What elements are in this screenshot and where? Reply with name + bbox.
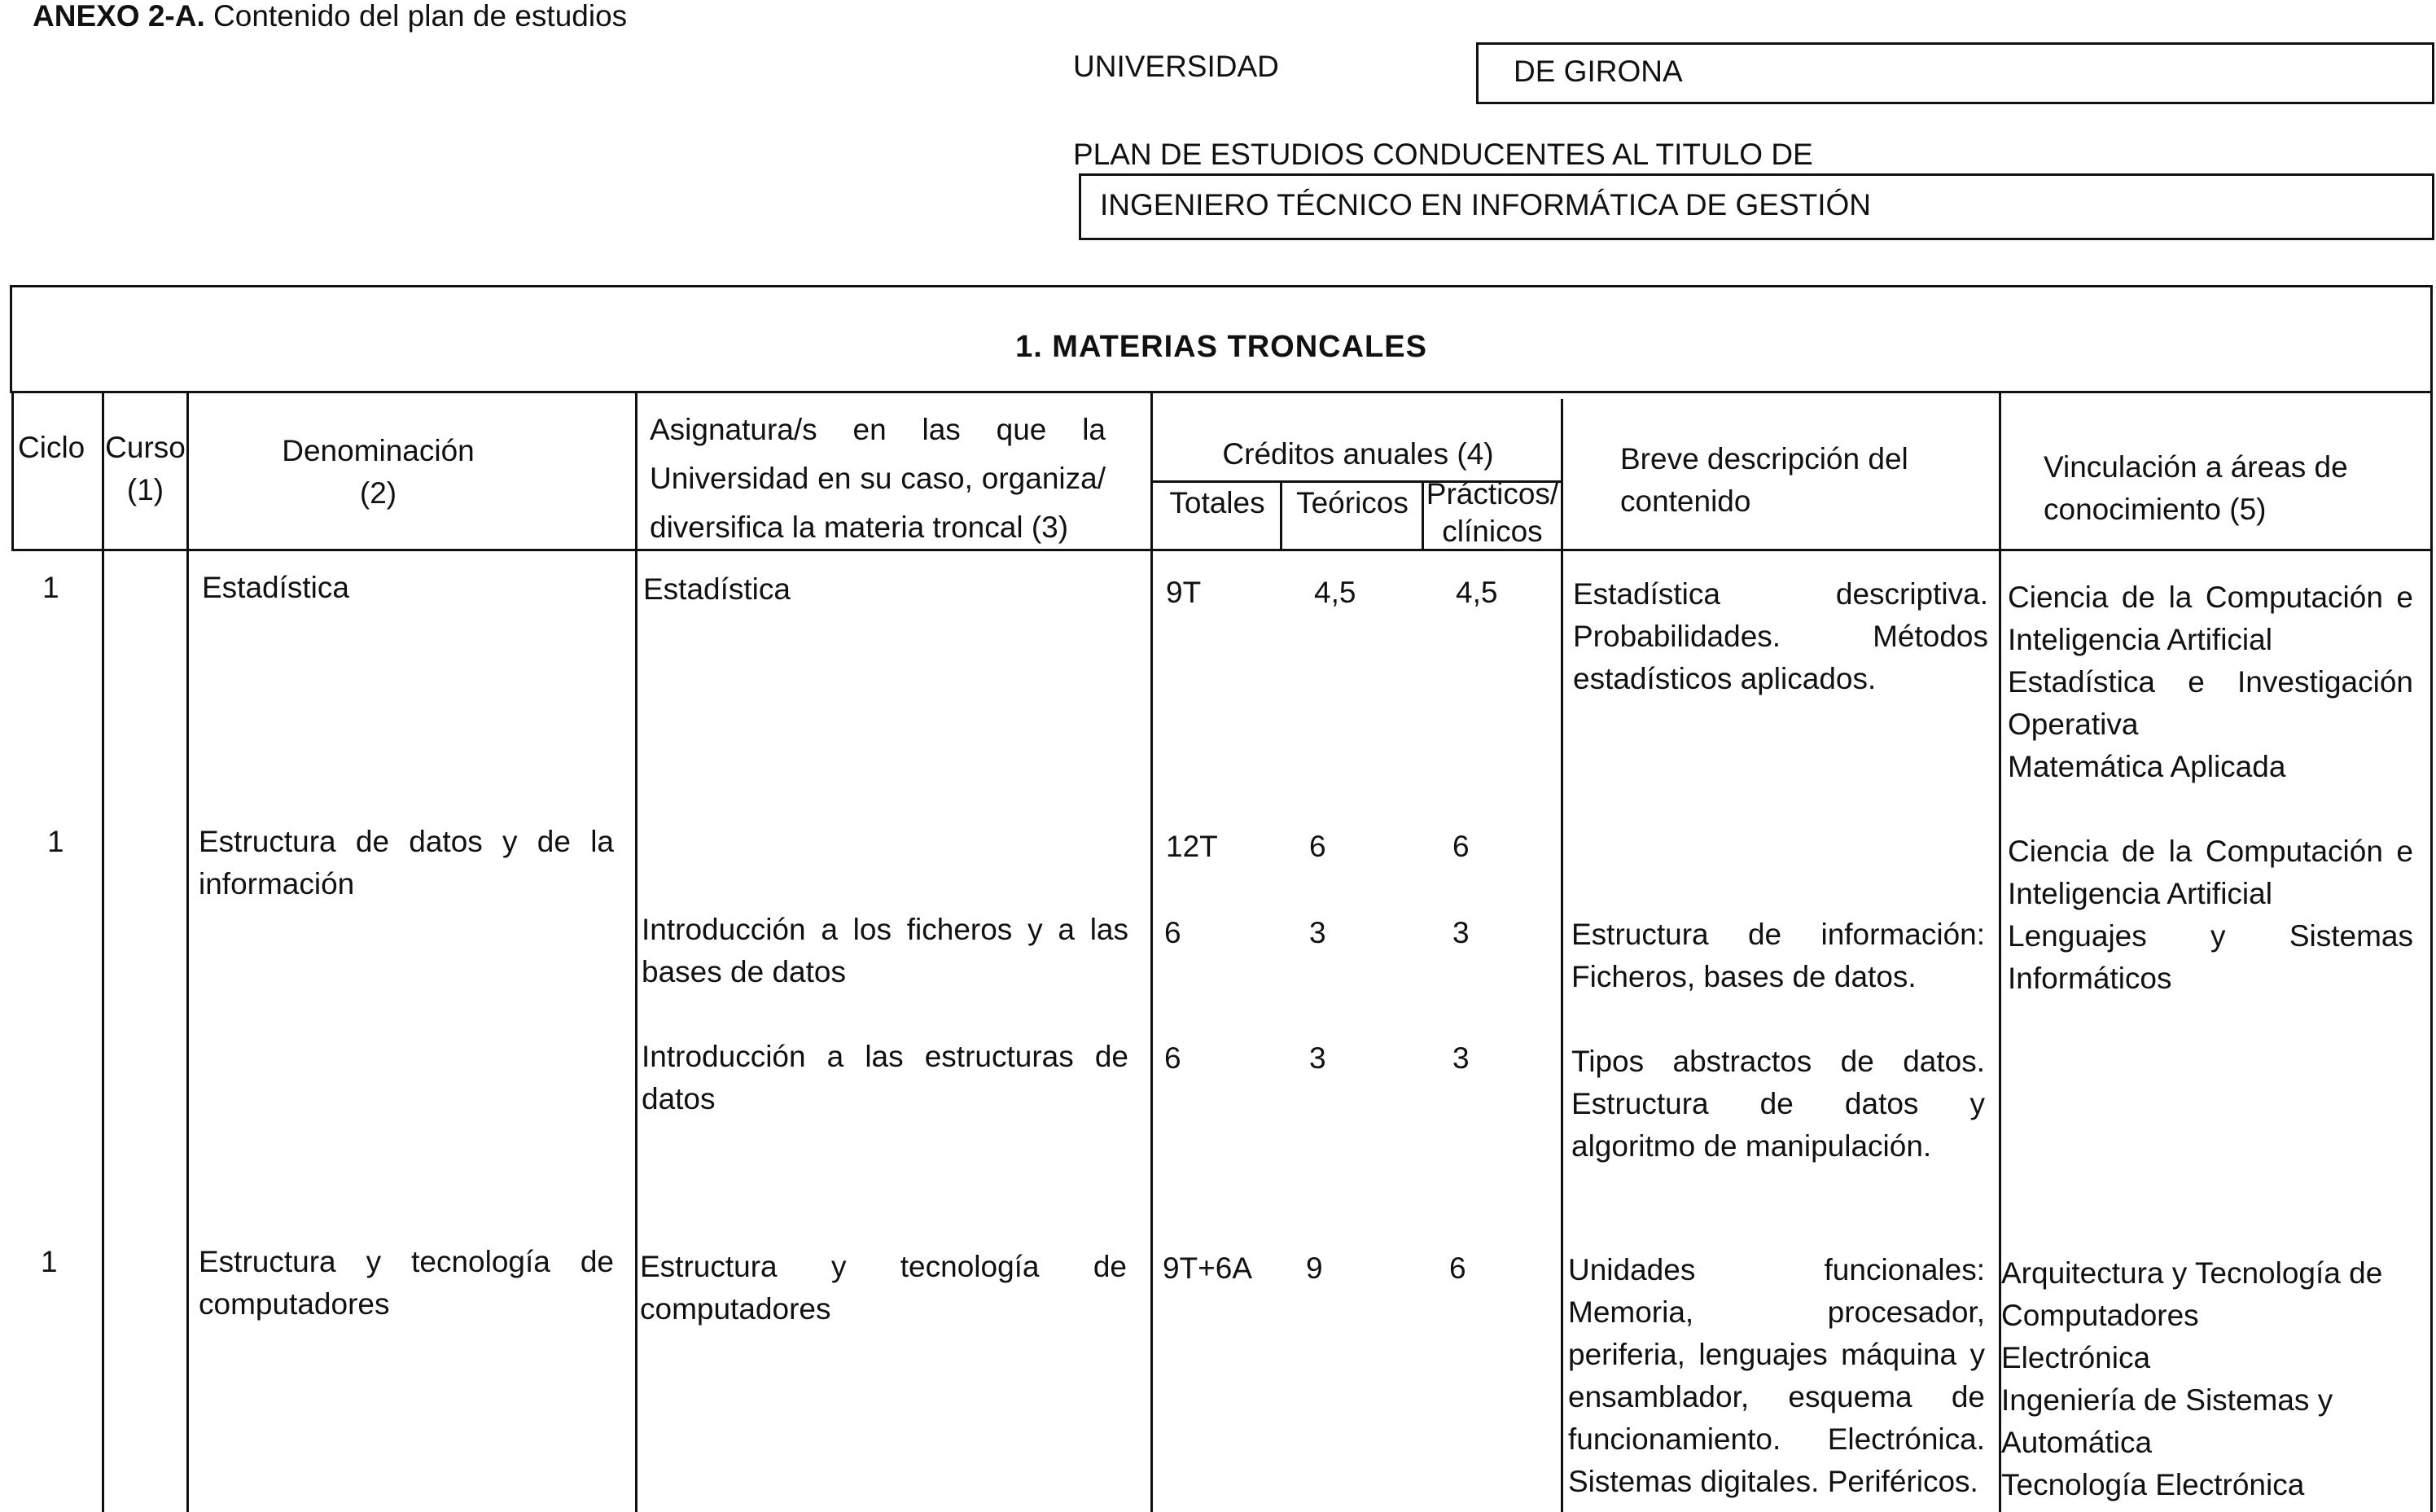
cell-totales: 12T bbox=[1166, 830, 1218, 863]
cell-denominacion: Estadística bbox=[202, 571, 349, 604]
cell-denominacion: Estructura de datos y de la información bbox=[199, 825, 614, 901]
cell-teoricos: 3 bbox=[1309, 916, 1326, 949]
cell-asignatura: Estadística bbox=[643, 572, 791, 606]
table-top-border bbox=[10, 285, 2433, 287]
cell-descripcion: Estadística descriptiva. Probabilidades. Métodos estadísticos aplicados. bbox=[1573, 577, 1988, 695]
cell-totales: 6 bbox=[1164, 1041, 1181, 1075]
cell-teoricos: 6 bbox=[1309, 830, 1326, 863]
annex-heading: ANEXO 2-A. Contenido del plan de estudios bbox=[33, 0, 628, 33]
cell-vinculacion: Ciencia de la Computación e Inteligencia Artificial Estadística e Investigación Operativa Matemática Aplicada bbox=[2008, 581, 2413, 783]
cell-ciclo: 1 bbox=[41, 1245, 58, 1278]
cell-ciclo: 1 bbox=[42, 571, 59, 604]
cell-practicos: 4,5 bbox=[1456, 576, 1498, 609]
university-label: UNIVERSIDAD bbox=[1073, 50, 1279, 83]
header-bottom-border bbox=[11, 549, 2433, 551]
header-ciclo: Ciclo bbox=[18, 431, 85, 464]
header-descripcion: Breve descripción del contenido bbox=[1620, 442, 1908, 518]
cell-totales: 6 bbox=[1164, 916, 1181, 949]
header-totales: Totales bbox=[1169, 486, 1265, 519]
cell-practicos: 6 bbox=[1449, 1251, 1466, 1285]
col-divider-denominacion bbox=[635, 391, 637, 1512]
university-value: DE GIRONA bbox=[1514, 55, 1683, 88]
cell-descripcion: Tipos abstractos de datos. Estructura de datos y algoritmo de manipulación. bbox=[1571, 1045, 1985, 1163]
cell-descripcion: Unidades funcionales: Memoria, procesador, periferia, lenguajes máquina y ensamblador, esquema de funcionamiento. Electrónica. Sistemas digitales. Periféricos. bbox=[1568, 1253, 1985, 1498]
title-row-bottom-border bbox=[10, 391, 2433, 393]
cell-descripcion: Estructura de información: Ficheros, bases de datos. bbox=[1571, 918, 1985, 993]
cell-denominacion: Estructura y tecnología de computadores bbox=[199, 1245, 614, 1321]
section-title: 1. MATERIAS TRONCALES bbox=[1015, 330, 1427, 364]
col-divider-right bbox=[2430, 391, 2433, 1512]
cell-teoricos: 3 bbox=[1309, 1041, 1326, 1075]
cell-vinculacion: Arquitectura y Tecnología de Computadores Electrónica Ingeniería de Sistemas y Automática Tecnología Electrónica bbox=[2001, 1256, 2383, 1501]
plan-box bbox=[1079, 173, 2434, 240]
cell-ciclo: 1 bbox=[47, 825, 64, 858]
cell-practicos: 3 bbox=[1452, 1041, 1470, 1075]
header-creditos: Créditos anuales (4) bbox=[1222, 437, 1494, 471]
header-practicos: Prácticos/ clínicos bbox=[1426, 477, 1559, 548]
header-vinculacion: Vinculación a áreas de conocimiento (5) bbox=[2044, 450, 2348, 526]
cell-vinculacion: Ciencia de la Computación e Inteligencia Artificial Lenguajes y Sistemas Informáticos bbox=[2008, 835, 2413, 995]
header-asignaturas: Asignatura/s en las que la Universidad en su caso, organiza/ diversifica la materia troncal (3) bbox=[650, 413, 1106, 544]
header-denominacion: Denominación (2) bbox=[282, 434, 475, 510]
cell-totales: 9T+6A bbox=[1163, 1251, 1253, 1285]
cell-teoricos: 4,5 bbox=[1314, 576, 1356, 609]
plan-label: PLAN DE ESTUDIOS CONDUCENTES AL TITULO DE bbox=[1073, 138, 1813, 171]
university-box bbox=[1476, 42, 2434, 104]
header-curso: Curso (1) bbox=[105, 431, 186, 506]
col-divider-asignatura bbox=[1150, 391, 1153, 1512]
cell-practicos: 3 bbox=[1452, 916, 1470, 949]
cell-asignatura: Introducción a las estructuras de datos bbox=[642, 1040, 1128, 1115]
col-divider-left bbox=[11, 391, 14, 551]
header-teoricos: Teóricos bbox=[1296, 486, 1409, 519]
cell-totales: 9T bbox=[1166, 576, 1202, 609]
cell-asignatura: Estructura y tecnología de computadores bbox=[640, 1250, 1127, 1326]
cell-practicos: 6 bbox=[1452, 830, 1470, 863]
cell-teoricos: 9 bbox=[1306, 1251, 1323, 1285]
cell-asignatura: Introducción a los ficheros y a las bases de datos bbox=[642, 913, 1128, 988]
col-divider-ciclo bbox=[102, 391, 104, 1512]
plan-value: INGENIERO TÉCNICO EN INFORMÁTICA DE GESTIÓN bbox=[1100, 188, 1872, 221]
col-divider-curso bbox=[186, 391, 189, 1512]
col-divider-creditos bbox=[1561, 399, 1563, 1512]
